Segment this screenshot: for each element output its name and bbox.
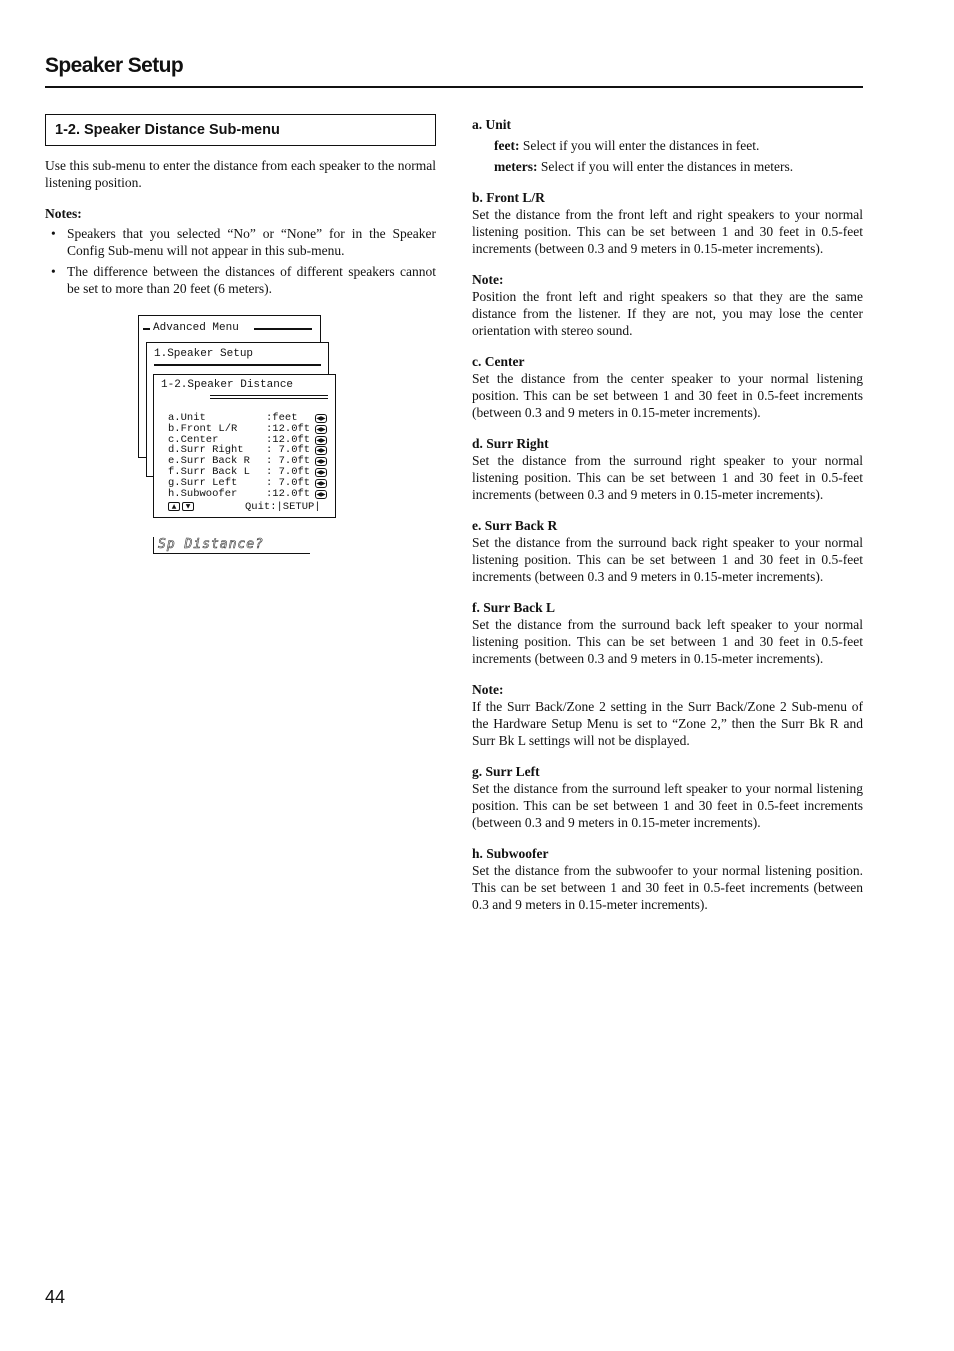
osd-quit-label: Quit:|SETUP| — [245, 501, 321, 513]
item-title: e. Surr Back R — [472, 518, 558, 533]
left-column — [45, 114, 436, 301]
page-number: 44 — [45, 1287, 66, 1307]
down-arrow-icon: ▼ — [182, 502, 194, 511]
left-right-icon: ◀▶ — [316, 468, 326, 476]
osd-row-center: c.Center :12.0ft ◀▶ — [168, 433, 326, 446]
item-text: Set the distance from the center speaker to your normal listening position. This can be set between 1 and 30 feet in 0.5-feet increments (between 0.3 and 9 meters in 0.15-meter increments). — [472, 371, 863, 420]
unit-option-feet: feet: Select if you will enter the distances in feet. — [494, 138, 760, 153]
item-surr-back-r — [472, 517, 863, 585]
item-front-lr — [472, 189, 863, 257]
left-right-icon: ◀▶ — [316, 490, 326, 498]
item-title: g. Surr Left — [472, 764, 540, 779]
item-title: a. Unit — [472, 117, 512, 132]
item-text: Set the distance from the surround right speaker to your normal listening position. This can be set between 1 and 30 feet in 0.5-feet increments (between 0.3 and 9 meters in 0.15-meter increments). — [472, 453, 863, 502]
item-note-front — [472, 271, 863, 339]
up-arrow-icon: ▲ — [168, 502, 180, 511]
item-surr-right — [472, 435, 863, 503]
left-right-icon: ◀▶ — [316, 425, 326, 433]
osd-row-surr-back-l: f.Surr Back L : 7.0ft ◀▶ — [168, 465, 326, 478]
item-surr-left — [472, 763, 863, 831]
note-text: The difference between the distances of different speakers cannot be set to more than 20 feet (6 meters). — [67, 264, 436, 296]
item-unit — [472, 116, 863, 175]
item-title: Note: — [472, 682, 504, 697]
item-subwoofer — [472, 845, 863, 913]
front-panel-display: Sp Distance? — [153, 537, 310, 554]
osd-row-surr-back-r: e.Surr Back R : 7.0ft ◀▶ — [168, 455, 326, 468]
item-text: Set the distance from the surround back right speaker to your normal listening position. This can be set between 1 and 30 feet in 0.5-feet increments (between 0.3 and 9 meters in 0.15-meter increments). — [472, 535, 863, 584]
left-right-icon: ◀▶ — [316, 436, 326, 444]
left-right-icon: ◀▶ — [316, 458, 326, 466]
page-header — [45, 52, 863, 88]
osd-row-unit: a.Unit :feet ◀▶ — [168, 412, 326, 424]
item-text: Set the distance from the surround left speaker to your normal listening position. This can be set between 1 and 30 feet in 0.5-feet increments (between 0.3 and 9 meters in 0.15-meter increments). — [472, 781, 863, 830]
item-title: Note: — [472, 272, 504, 287]
item-center — [472, 353, 863, 421]
notes-heading: Notes: — [45, 206, 82, 221]
item-text: If the Surr Back/Zone 2 setting in the Surr Back/Zone 2 Sub-menu of the Hardware Setup Menu is set to “Zone 2,” then the Surr Bk R and Surr Bk L settings will not be displayed. — [472, 699, 863, 748]
item-note-zone2 — [472, 681, 863, 749]
item-title: b. Front L/R — [472, 190, 545, 205]
item-title: h. Subwoofer — [472, 846, 549, 861]
item-title: d. Surr Right — [472, 436, 549, 451]
page-title: Speaker Setup — [45, 54, 184, 77]
section-title: 1-2. Speaker Distance Sub-menu — [45, 114, 436, 146]
notes-list — [45, 225, 436, 297]
osd-window-title: Advanced Menu — [153, 322, 239, 334]
osd-row-surr-right: d.Surr Right : 7.0ft ◀▶ — [168, 444, 326, 457]
osd-row-front-lr: b.Front L/R :12.0ft ◀▶ — [168, 422, 326, 435]
osd-window-title: 1.Speaker Setup — [154, 348, 254, 360]
osd-settings-list — [168, 413, 336, 499]
note-text: Speakers that you selected “No” or “None” for in the Speaker Config Sub-menu will not appear in this sub-menu. — [67, 226, 436, 258]
osd-row-surr-left: g.Surr Left : 7.0ft ◀▶ — [168, 476, 326, 489]
osd-window-title: 1-2.Speaker Distance — [161, 379, 294, 391]
note-item — [45, 263, 436, 297]
item-text: Position the front left and right speakers so that they are the same distance from the listener. If they are not, you may lose the center orientation with stereo sound. — [472, 289, 863, 338]
bullet-icon: • — [51, 226, 56, 241]
unit-option-meters: meters: Select if you will enter the distances in meters. — [494, 159, 794, 174]
bullet-icon: • — [51, 264, 56, 279]
item-title: f. Surr Back L — [472, 600, 556, 615]
item-text: Set the distance from the surround back left speaker to your normal listening position. This can be set between 1 and 30 feet in 0.5-feet increments (between 0.3 and 9 meters in 0.15-meter increments). — [472, 617, 863, 666]
osd-footer — [168, 501, 336, 513]
left-right-icon: ◀▶ — [316, 479, 326, 487]
item-text: Set the distance from the subwoofer to your normal listening position. This can be set between 1 and 30 feet in 0.5-feet increments (between 0.3 and 9 meters in 0.15-meter increments). — [472, 863, 863, 912]
osd-row-subwoofer: h.Subwoofer :12.0ft ◀▶ — [168, 487, 326, 500]
note-item — [45, 225, 436, 259]
item-title: c. Center — [472, 354, 525, 369]
intro-paragraph: Use this sub-menu to enter the distance from each speaker to the normal listening position. — [45, 158, 436, 190]
item-text: Set the distance from the front left and right speakers to your normal listening position. This can be set between 1 and 30 feet in 0.5-feet increments (between 0.3 and 9 meters in 0.15-meter increments). — [472, 207, 863, 256]
osd-speaker-distance-window — [153, 374, 336, 518]
osd-illustration — [138, 315, 338, 565]
right-column — [472, 116, 863, 927]
item-surr-back-l — [472, 599, 863, 667]
left-right-icon: ◀▶ — [316, 447, 326, 455]
left-right-icon: ◀▶ — [316, 415, 326, 422]
